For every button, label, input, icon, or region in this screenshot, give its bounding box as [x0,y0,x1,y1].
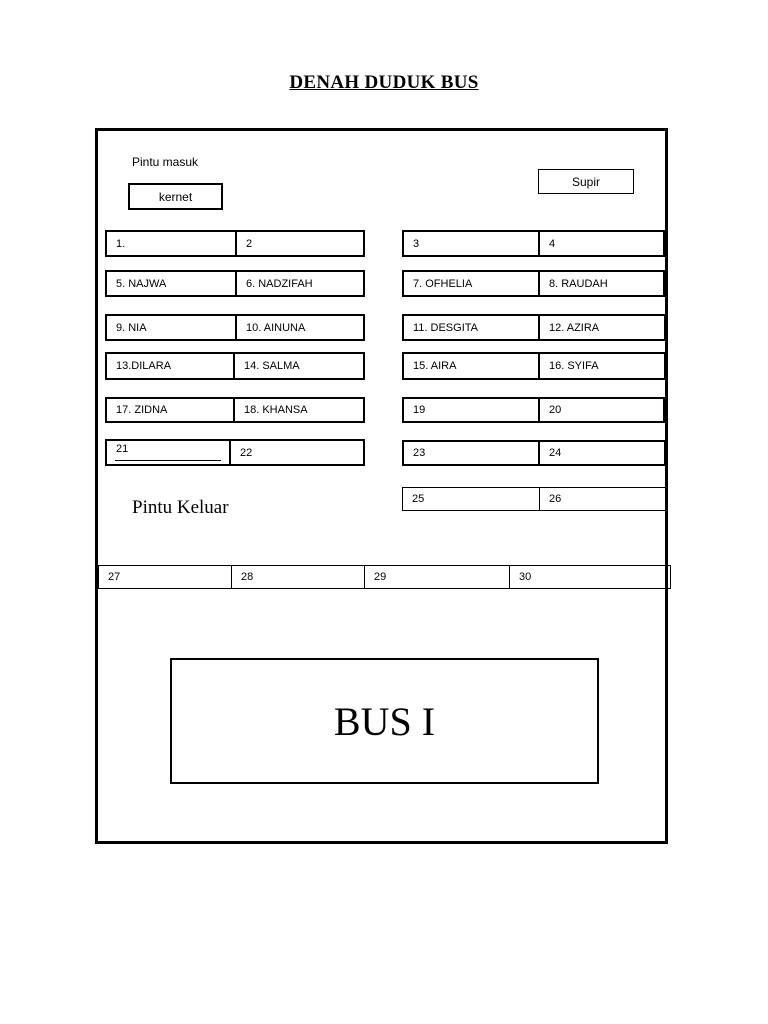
seat-13: 13.DILARA [105,352,235,380]
seat-row-4-right [402,352,666,380]
seat-6: 6. NADZIFAH [237,270,365,297]
driver-seat [538,169,634,194]
seat-9: 9. NIA [105,314,237,341]
seat-row-3-right [402,314,666,341]
seat-11: 11. DESGITA [402,314,540,341]
seat-row-3-left [105,314,365,341]
seat-row-5-left [105,397,365,423]
seat-3: 3 [402,230,540,257]
seat-30: 30 [510,565,671,589]
driver-label: Supir [571,174,600,189]
seat-28: 28 [232,565,365,589]
seat-14: 14. SALMA [235,352,365,380]
seat-5: 5. NAJWA [105,270,237,297]
seat-22: 22 [231,439,365,466]
seat-row-6-left [105,439,365,466]
seat-19: 19 [402,397,540,423]
bus-name: BUS I [333,698,436,744]
seat-row-1-right [402,230,666,257]
seat-21-underline [115,460,221,461]
seat-21 [105,439,231,466]
seat-row-2-left [105,270,365,297]
seat-20: 20 [540,397,666,423]
seat-26: 26 [540,487,666,511]
seat-18: 18. KHANSA [235,397,365,423]
seat-8: 8. RAUDAH [540,270,666,297]
page-title: DENAH DUDUK BUS [289,72,479,93]
seat-row-2-right [402,270,666,297]
seat-17: 17. ZIDNA [105,397,235,423]
exit-label: Pintu Keluar [132,497,229,518]
seat-1: 1. [105,230,237,257]
seat-7: 7. OFHELIA [402,270,540,297]
seat-16: 16. SYIFA [540,352,666,380]
conductor-seat [128,183,223,210]
seat-row-5-right [402,397,666,423]
seat-row-4-left [105,352,365,380]
seat-2: 2 [237,230,365,257]
seat-4: 4 [540,230,666,257]
entrance-label: Pintu masuk [132,155,199,169]
seat-21-label: 21 [116,443,129,455]
seat-row-6-right [402,440,666,466]
seat-25: 25 [402,487,540,511]
seat-row-7-right [402,487,666,511]
back-seat-row [98,565,671,589]
seat-15: 15. AIRA [402,352,540,380]
seat-24: 24 [540,440,666,466]
seat-10: 10. AINUNA [237,314,365,341]
seat-12: 12. AZIRA [540,314,666,341]
seat-23: 23 [402,440,540,466]
conductor-label: kernet [158,189,193,204]
seat-row-1-left [105,230,365,257]
seat-29: 29 [365,565,510,589]
bus-name-box [170,658,599,784]
seat-27: 27 [98,565,232,589]
